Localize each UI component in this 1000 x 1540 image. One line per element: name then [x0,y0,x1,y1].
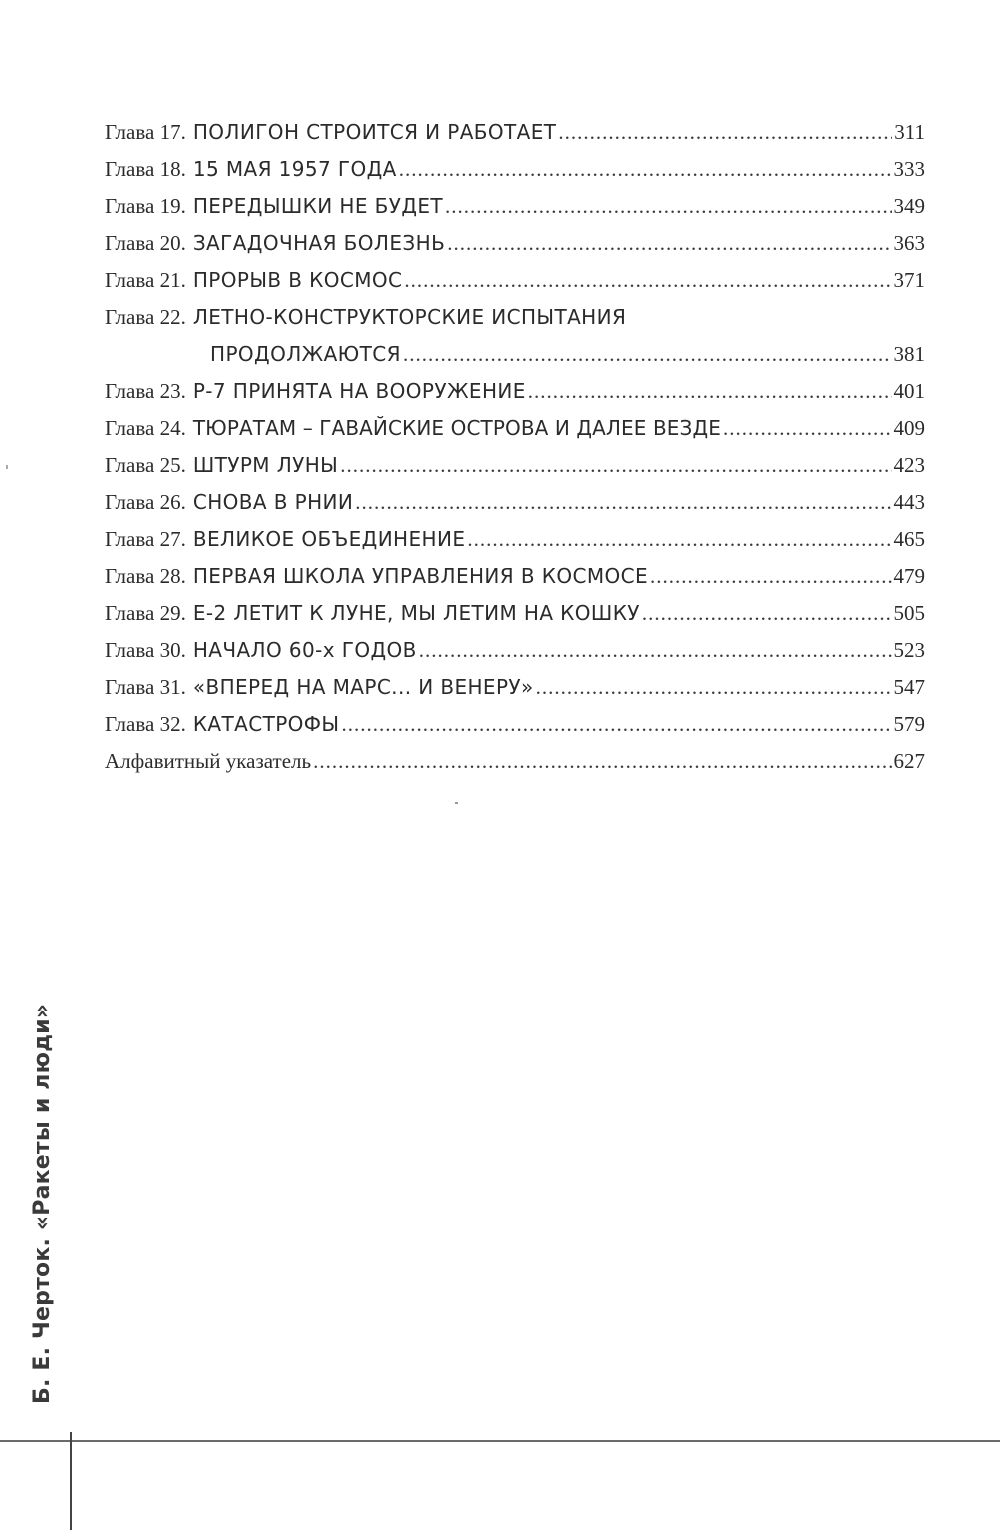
chapter-number: Глава 18. [105,157,186,181]
dot-leader [445,188,892,225]
toc-entry-ch27[interactable] [105,521,925,558]
dot-leader [403,336,892,373]
dot-leader [355,484,891,521]
chapter-title: ПЕРВАЯ ШКОЛА УПРАВЛЕНИЯ В КОСМОСЕ [192,564,649,588]
page-number: 547 [893,675,925,699]
page-number: 505 [893,601,925,625]
dot-leader [723,410,892,447]
dot-leader [341,706,891,743]
chapter-number: Глава 30. [105,638,186,662]
page-number: 409 [893,416,925,440]
dot-leader [399,151,892,188]
chapter-number: Глава 31. [105,675,186,699]
chapter-title: ЛЕТНО-КОНСТРУКТОРСКИЕ ИСПЫТАНИЯ [192,305,627,329]
chapter-number: Глава 19. [105,194,186,218]
chapter-number: Глава 20. [105,231,186,255]
chapter-number: Глава 32. [105,712,186,736]
chapter-title: ПРОРЫВ В КОСМОС [192,268,403,292]
chapter-title: НАЧАЛО 60-х ГОДОВ [192,638,417,662]
chapter-number: Глава 24. [105,416,186,440]
chapter-title: ТЮРАТАМ – ГАВАЙСКИЕ ОСТРОВА И ДАЛЕЕ ВЕЗДЕ [192,416,721,440]
chapter-title: «ВПЕРЕД НА МАРС... И ВЕНЕРУ» [192,675,534,699]
toc-entry-ch22-continuation[interactable] [105,336,925,373]
chapter-title: КАТАСТРОФЫ [192,712,340,736]
page-number: 465 [893,527,925,551]
page-number: 479 [893,564,925,588]
toc-entry-ch21[interactable] [105,262,925,299]
running-head-author-title: Б. Е. Черток. «Ракеты и люди» [30,1003,55,1404]
dot-leader [650,558,891,595]
page-number: 363 [893,231,925,255]
chapter-title: ПОЛИГОН СТРОИТСЯ И РАБОТАЕТ [192,120,557,144]
toc-entry-ch23[interactable] [105,373,925,410]
page-number: 381 [893,342,925,366]
page-number: 443 [893,490,925,514]
dot-leader [558,114,892,151]
dot-leader [340,447,891,484]
chapter-number: Глава 25. [105,453,186,477]
toc-entry-ch22[interactable] [105,299,925,336]
toc-entry-ch28[interactable] [105,558,925,595]
toc-entry-ch30[interactable] [105,632,925,669]
toc-entry-index[interactable] [105,743,925,780]
page-number: 423 [893,453,925,477]
toc-entry-ch19[interactable] [105,188,925,225]
chapter-number: Глава 28. [105,564,186,588]
page-number: 579 [893,712,925,736]
chapter-number: Глава 26. [105,490,186,514]
dot-leader [313,743,891,780]
chapter-title: Р-7 ПРИНЯТА НА ВООРУЖЕНИЕ [192,379,526,403]
toc-entry-ch32[interactable] [105,706,925,743]
page-number: 311 [894,120,925,144]
dot-leader [404,262,891,299]
chapter-title: ВЕЛИКОЕ ОБЪЕДИНЕНИЕ [192,527,466,551]
margin-rule [70,1432,72,1530]
dot-leader [467,521,891,558]
toc-entry-ch26[interactable] [105,484,925,521]
chapter-number: Глава 23. [105,379,186,403]
page-number: 627 [893,749,925,773]
page-number: 371 [893,268,925,292]
toc-entry-ch18[interactable] [105,151,925,188]
toc-entry-ch31[interactable] [105,669,925,706]
dot-leader [528,373,892,410]
page-number: 349 [893,194,925,218]
dot-leader [642,595,892,632]
toc-entry-ch24[interactable] [105,410,925,447]
page-number: 523 [893,638,925,662]
chapter-number: Глава 17. [105,120,186,144]
toc-entry-ch29[interactable] [105,595,925,632]
toc-entry-ch20[interactable] [105,225,925,262]
chapter-number: Глава 21. [105,268,186,292]
chapter-title: ЗАГАДОЧНАЯ БОЛЕЗНЬ [192,231,446,255]
dot-leader [536,669,892,706]
scan-speck [6,465,8,469]
dot-leader [419,632,892,669]
page-number: 333 [893,157,925,181]
chapter-number: Глава 29. [105,601,186,625]
page-number: 401 [893,379,925,403]
index-title: Алфавитный указатель [105,749,312,773]
chapter-title: Е-2 ЛЕТИТ К ЛУНЕ, МЫ ЛЕТИМ НА КОШКУ [192,601,640,625]
chapter-number: Глава 22. [105,305,186,329]
toc-entry-ch25[interactable] [105,447,925,484]
bottom-rule [0,1440,1000,1442]
chapter-title: 15 МАЯ 1957 ГОДА [192,157,397,181]
chapter-title: СНОВА В РНИИ [192,490,354,514]
dot-leader [447,225,891,262]
chapter-number: Глава 27. [105,527,186,551]
chapter-title-continuation: ПРОДОЛЖАЮТСЯ [210,342,401,366]
chapter-title: ПЕРЕДЫШКИ НЕ БУДЕТ [192,194,443,218]
table-of-contents [105,114,925,780]
chapter-title: ШТУРМ ЛУНЫ [192,453,339,477]
scan-speck [455,802,458,804]
toc-entry-ch17[interactable] [105,114,925,151]
